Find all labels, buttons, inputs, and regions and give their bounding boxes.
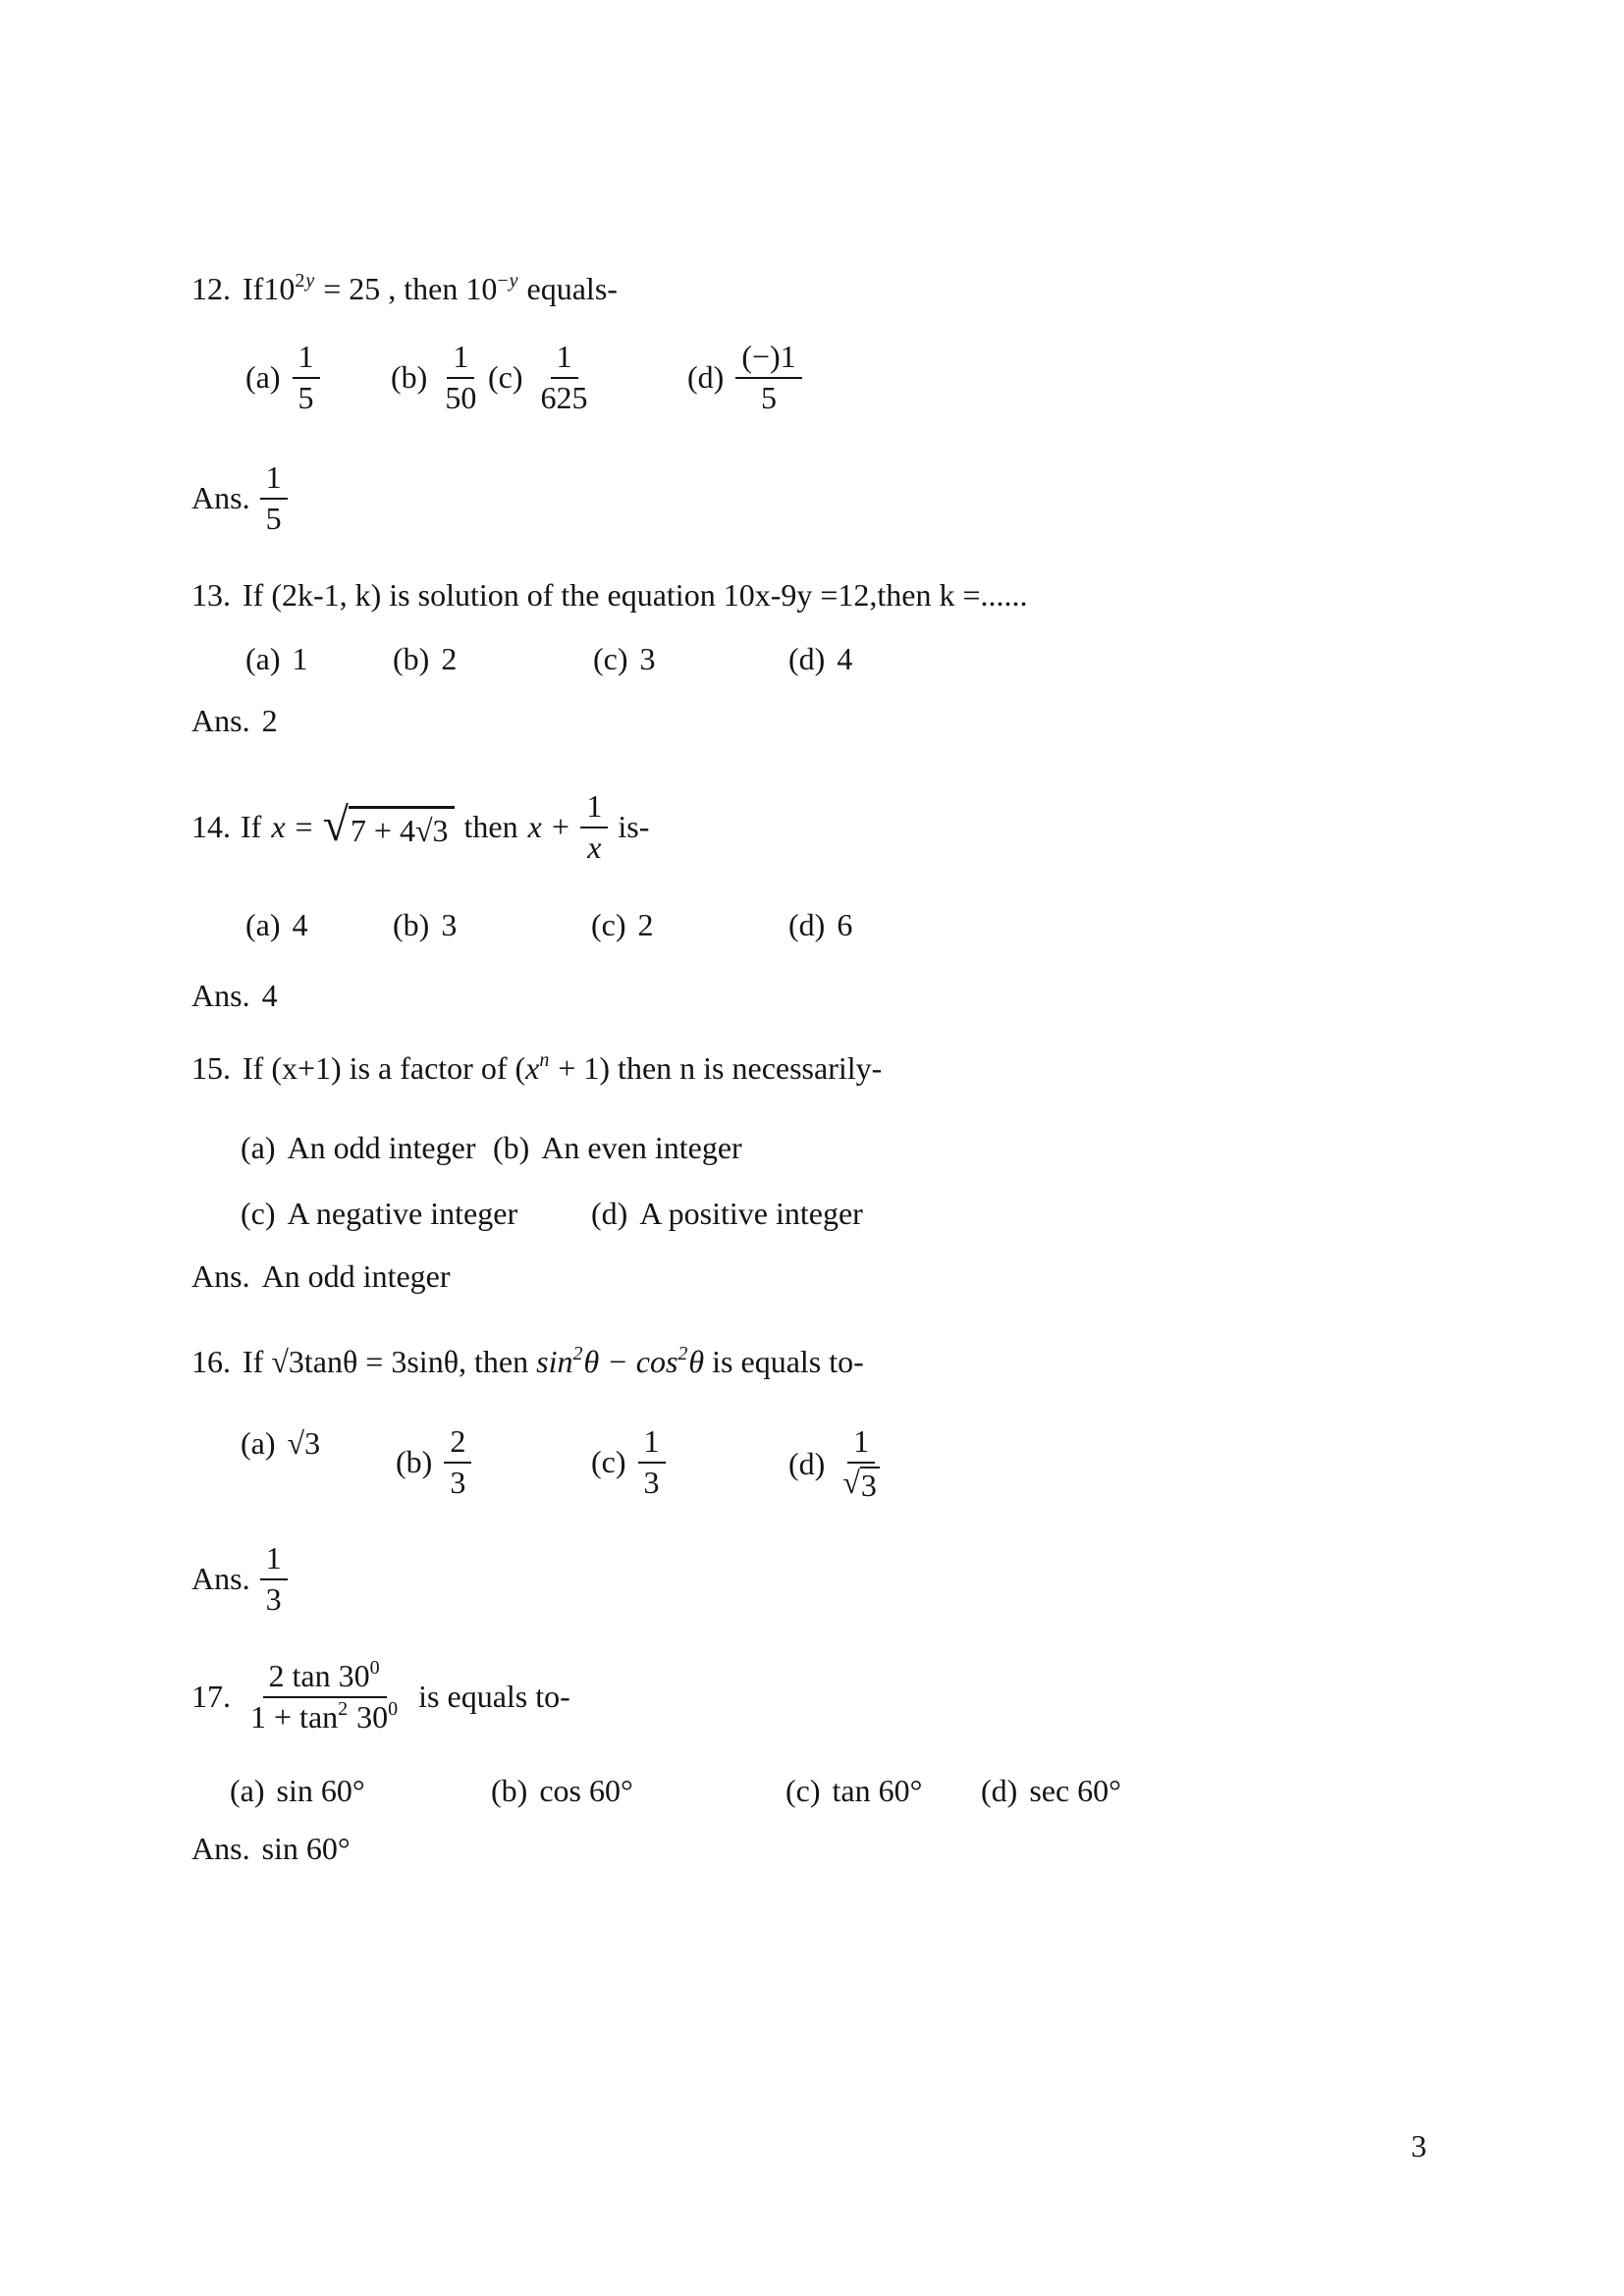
option-a [245,907,308,943]
option-c [488,341,594,414]
option-b [491,1773,633,1809]
answer-label: Ans. [191,1561,250,1597]
math-superscript: 2 [677,1343,689,1364]
question-17-number: 17. [191,1679,231,1715]
option-d [687,341,802,414]
math-superscript: 0 [388,1697,400,1720]
fraction: 1 √ 3 [837,1425,886,1502]
option-d [981,1773,1121,1809]
question-12-number: 12. [191,271,231,306]
option-d [591,1196,863,1232]
answer-label: Ans. [191,978,250,1013]
math-expression: $\sin^2\theta - \cos^2\theta$ [536,1343,705,1379]
square-root [322,798,455,851]
option-label: (b) [393,641,430,676]
question-13-stem [191,577,1028,614]
math-variable: x [271,809,286,845]
square-root [837,1464,886,1503]
math-superscript: n [539,1049,551,1071]
option-c [591,1425,666,1499]
option-value: cos 60° [539,1773,633,1808]
option-a [241,1130,475,1166]
option-value: A negative integer [287,1196,518,1231]
radicand: 3 [860,1467,880,1503]
option-b [391,341,482,414]
option-value: tan 60° [832,1773,923,1808]
option-value: √3 [287,1425,321,1461]
option-label: (b) [396,1444,433,1480]
option-label: (d) [788,641,826,676]
option-a [241,1425,320,1462]
answer-value: An odd integer [261,1258,451,1294]
question-14-number: 14. [191,809,231,845]
answer-12 [191,461,288,535]
math-superscript: −y [497,270,519,292]
option-value: 4 [292,907,308,942]
option-label: (a) [245,359,281,396]
option-value: 2 [441,641,458,676]
option-value: 3 [441,907,458,942]
option-d [788,907,852,943]
option-a [245,641,308,677]
fraction: $\frac{1}{50}$ [445,339,477,415]
fraction: $\frac{2 \tan 30^0}{1 + \tan^2 30^0}$ [250,1657,400,1735]
fraction: $\frac{1}{5}$ [293,341,320,414]
option-c [593,641,656,677]
option-label: (d) [981,1773,1018,1808]
option-label: (a) [241,1130,276,1165]
answer-16 [191,1542,288,1616]
option-value: An odd integer [287,1130,476,1165]
option-c [785,1773,922,1809]
option-label: (a) [245,641,281,676]
option-label: (b) [491,1773,528,1808]
math-superscript: 2 [572,1343,584,1364]
math-variable: x + [527,809,571,845]
question-12-stem: 12. $If10^{2y} = 25$ , then $10^{-y}$ equals- [191,270,618,306]
radical-sign: √ [842,1464,860,1500]
option-label: (b) [391,359,428,396]
fraction: $\frac{2}{3}$ [444,1425,471,1499]
option-label: (a) [230,1773,265,1808]
question-16-stem: 16. If √3tanθ = 3sinθ, then $\sin^2\theta - \cos^2\theta$ is equals to- [191,1343,864,1379]
math-base: 10 [465,271,498,306]
answer-label: Ans. [191,480,250,516]
option-b [393,907,457,943]
option-a [230,1773,365,1809]
option-label: (c) [591,1444,626,1480]
option-label: (d) [788,907,826,942]
answer-value: 4 [261,978,278,1013]
fraction: $\frac{1}{3}$ [638,1425,666,1499]
option-value: 6 [837,907,853,942]
math-superscript: 0 [369,1657,381,1679]
option-d [788,1425,886,1502]
option-c [241,1196,517,1232]
option-c [591,907,654,943]
question-14-stem: 14. If x = √ 7 + 4√3 then x + $\frac{1}{x}$ is- [191,788,650,865]
option-b [396,1425,471,1499]
math-base: 10 [263,271,296,306]
fraction: $\frac{1}{5}$ [260,461,288,535]
option-value: 1 [292,641,308,676]
question-17-stem: 17. $\frac{2 \tan 30^0}{1 + \tan^2 30^0}$ is equals to- [191,1657,570,1735]
option-value: 3 [639,641,656,676]
option-label: (d) [788,1445,826,1481]
option-value: A positive integer [639,1196,863,1231]
option-label: (c) [488,359,523,396]
option-label: (d) [687,359,725,396]
answer-label: Ans. [191,703,250,738]
option-label: (c) [241,1196,276,1231]
option-label: (a) [245,907,281,942]
option-value: 4 [837,641,853,676]
fraction: $\frac{1}{x}$ [580,790,608,864]
option-value: sin 60° [276,1773,365,1808]
question-16-number: 16. [191,1344,231,1379]
fraction: $\frac{1}{3}$ [260,1542,288,1616]
question-12-text: If [243,271,264,306]
fraction: $\frac{(-)1}{5}$ [735,341,801,414]
page-number: 3 [1411,2128,1427,2163]
answer-17 [191,1831,351,1867]
question-16-options [0,1425,1624,1516]
fraction: $\frac{1}{625}$ [540,339,588,415]
radicand: 7 + 4√3 [349,806,455,849]
question-12-options [0,341,1624,431]
math-superscript: 2 [338,1697,350,1720]
option-b [393,641,457,677]
option-label: (b) [493,1130,530,1165]
answer-label: Ans. [191,1831,250,1866]
option-label: (c) [591,907,626,942]
option-a [245,341,320,414]
option-label: (c) [785,1773,821,1808]
answer-value: sin 60° [261,1831,351,1866]
answer-13 [191,703,278,739]
question-13-text: If (2k-1, k) is solution of the equation 10x-9y =12,then k =...... [243,577,1028,613]
answer-14 [191,978,278,1014]
answer-15 [191,1258,451,1295]
answer-label: Ans. [191,1258,250,1294]
option-label: (a) [241,1425,276,1461]
option-label: (c) [593,641,628,676]
option-value: 2 [637,907,654,942]
option-d [788,641,852,677]
question-15-stem: 15. If (x+1) is a factor of $(x^n + 1)$ then n is necessarily- [191,1049,883,1086]
option-label: (d) [591,1196,628,1231]
option-value: sec 60° [1029,1773,1121,1808]
math-variable: x [525,1050,540,1086]
option-label: (b) [393,907,430,942]
math-superscript: 2y [295,270,316,292]
option-value: An even integer [541,1130,742,1165]
question-15-number: 15. [191,1050,231,1086]
radical-sign: √ [322,798,349,851]
answer-value: 2 [261,703,278,738]
question-13-number: 13. [191,577,231,613]
option-b [493,1130,742,1166]
